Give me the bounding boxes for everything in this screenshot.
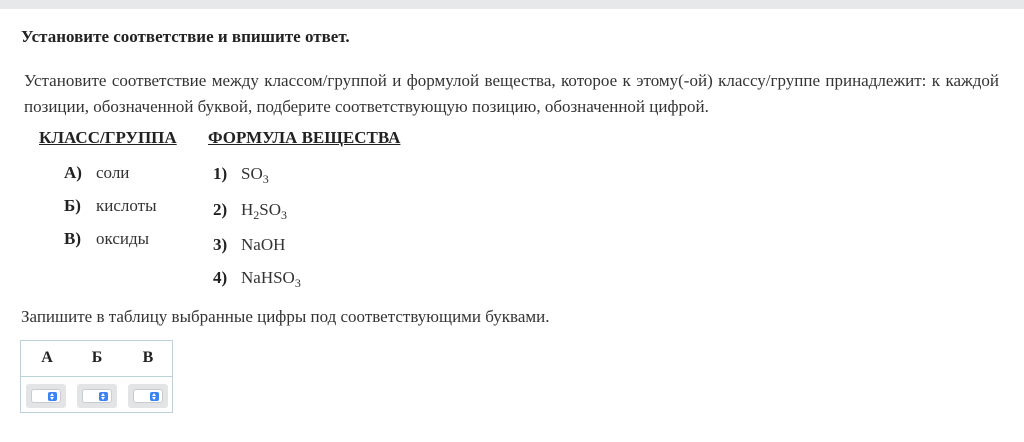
- select-arrows-icon: [99, 392, 108, 401]
- top-bar: [0, 0, 1024, 9]
- select-arrows-icon: [48, 392, 57, 401]
- left-item-b: [64, 196, 157, 216]
- task-text: Установите соответствие между классом/группой и формулой вещества, которое к этому(-ой) классу/группе принадлежит: к каждой позиции, обозначенной буквой, подберите соответствующую позицию, обозначенной цифрой.: [24, 71, 999, 116]
- answer-header-b: Б: [91, 349, 103, 366]
- answer-header-c: В: [142, 349, 154, 366]
- formula-so3: $SO_3$: [241, 164, 269, 186]
- select-field[interactable]: [82, 389, 112, 403]
- right-item-key: 1): [213, 164, 228, 183]
- left-item-text: соли: [96, 163, 130, 182]
- right-item-key: 2): [213, 200, 228, 219]
- right-item-4: [213, 268, 301, 288]
- left-item-key: Б): [64, 196, 81, 215]
- select-field[interactable]: [133, 389, 163, 403]
- left-item-key: В): [64, 229, 81, 248]
- answer-instruction: Запишите в таблицу выбранные цифры под соответствующими буквами.: [21, 307, 550, 326]
- left-item-c: [64, 229, 149, 249]
- right-item-2: [213, 200, 287, 220]
- table-divider: [21, 376, 172, 377]
- right-item-key: 3): [213, 235, 228, 254]
- answer-select-b[interactable]: [77, 384, 117, 408]
- left-item-text: оксиды: [96, 229, 150, 248]
- answer-select-a[interactable]: [26, 384, 66, 408]
- answer-header-a: А: [41, 349, 53, 366]
- select-field[interactable]: [31, 389, 61, 403]
- right-item-3: [213, 235, 285, 255]
- left-column-header: КЛАСС/ГРУППА: [39, 128, 177, 147]
- left-item-text: кислоты: [96, 196, 157, 215]
- right-column-header: ФОРМУЛА ВЕЩЕСТВА: [208, 128, 401, 147]
- left-item-a: [64, 163, 129, 183]
- left-item-key: А): [64, 163, 82, 182]
- formula-naoh: NaOH: [241, 235, 286, 254]
- formula-h2so3: $H_2SO_3$: [241, 200, 288, 222]
- right-item-key: 4): [213, 268, 228, 287]
- right-item-1: [213, 164, 269, 184]
- formula-nahso3: NaHSO$_3$: [241, 268, 301, 290]
- task-heading: Установите соответствие и впишите ответ.: [21, 27, 350, 46]
- answer-select-c[interactable]: [128, 384, 168, 408]
- select-arrows-icon: [150, 392, 159, 401]
- answer-table: [20, 340, 173, 413]
